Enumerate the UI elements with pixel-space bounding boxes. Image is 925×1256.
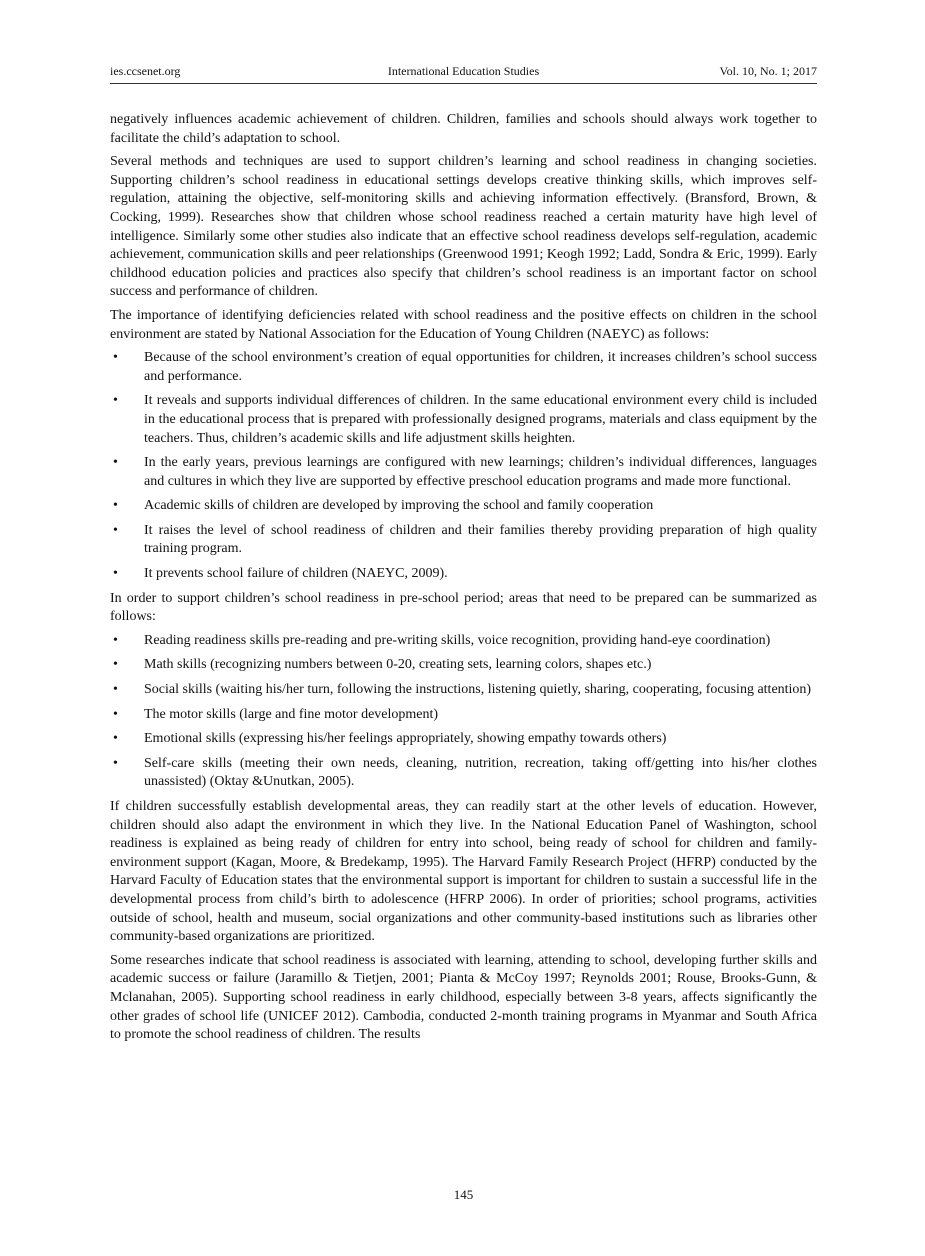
bullet-icon: • xyxy=(113,393,118,409)
list-item-text: Reading readiness skills pre-reading and pre-writing skills, voice recognition, providing hand-eye coordination) xyxy=(144,632,771,648)
bullet-icon: • xyxy=(113,350,118,366)
bullet-icon: • xyxy=(113,657,118,673)
bullet-icon: • xyxy=(113,731,118,747)
article-body xyxy=(110,111,817,1050)
bullet-icon: • xyxy=(113,498,118,514)
paragraph-2: Several methods and techniques are used to support children’s learning and school readiness in changing societies. Supporting children’s school readiness in educational settings develops creative thinking skills, which improves self-regulation, attaining the objective, self-monitoring skills and achieving information effectively. (Bransford, Brown, & Cocking, 1999). Researches show that children whose school readiness reached a certain maturity have high level of intelligence. Similarly some other studies also indicate that an effective school readiness develops self-regulation, academic achievement, communication skills and peer relationships (Greenwood 1991; Keogh 1992; Ladd, Sondra & Eric, 1999). Early childhood education policies and practices also specify that children’s school readiness is an important factor on school success and performance of children. xyxy=(110,154,817,300)
list-item xyxy=(110,730,817,749)
list-item xyxy=(110,656,817,675)
bullet-icon: • xyxy=(113,682,118,698)
bullet-icon: • xyxy=(113,455,118,471)
journal-url: ies.ccsenet.org xyxy=(110,64,181,78)
list-item xyxy=(110,349,817,386)
bullet-icon: • xyxy=(113,706,118,722)
bullet-icon: • xyxy=(113,566,118,582)
paragraph-3: The importance of identifying deficiencies related with school readiness and the positive effects on children in the school environment are stated by National Association for the Education of Young Children (NAEYC) as follows: xyxy=(110,307,817,342)
list-item-text: It prevents school failure of children (NAEYC, 2009). xyxy=(144,566,448,582)
list-item-text: Emotional skills (expressing his/her feelings appropriately, showing empathy towards others) xyxy=(144,731,667,747)
list-item-text: Because of the school environment’s creation of equal opportunities for children, it increases children’s school success and performance. xyxy=(144,350,817,384)
list-item-text: Academic skills of children are developed by improving the school and family cooperation xyxy=(144,498,654,514)
list-item xyxy=(110,497,817,516)
naeyc-list xyxy=(110,349,817,584)
bullet-icon: • xyxy=(113,755,118,771)
list-item-text: In the early years, previous learnings are configured with new learnings; children’s individual differences, languages and cultures in which they live are supported by effective preschool education programs and made more functional. xyxy=(144,455,817,489)
page-number: 145 xyxy=(453,1187,474,1202)
paragraph-4: In order to support children’s school readiness in pre-school period; areas that need to be prepared can be summarized as follows: xyxy=(110,590,817,625)
volume-info: Vol. 10, No. 1; 2017 xyxy=(719,64,817,78)
paragraph-6: Some researches indicate that school readiness is associated with learning, attending to school, developing further skills and academic success or failure (Jaramillo & Tietjen, 2001; Pianta & McCoy 1997; Reynolds 2001; Rouse, Brooks-Gunn, & Mclanahan, 2005). Supporting school readiness in early childhood, especially between 3-8 years, affects significantly the other grades of school life (UNICEF 2012). Cambodia, conducted 2-month training programs in Myanmar and South Africa to promote the school readiness of children. The results xyxy=(110,952,817,1043)
list-item xyxy=(110,706,817,725)
list-item-text: Math skills (recognizing numbers between 0-20, creating sets, learning colors, shapes etc.) xyxy=(144,657,652,673)
list-item xyxy=(110,392,817,448)
journal-title: International Education Studies xyxy=(387,64,540,78)
paragraph-1: negatively influences academic achievement of children. Children, families and schools should always work together to facilitate the child’s adaptation to school. xyxy=(110,112,817,146)
list-item xyxy=(110,522,817,559)
list-item-text: Self-care skills (meeting their own needs, cleaning, nutrition, recreation, taking off/getting into his/her clothes unassisted) (Oktay &Unutkan, 2005). xyxy=(144,755,817,790)
bullet-icon: • xyxy=(113,632,118,648)
running-header xyxy=(110,62,817,80)
list-item-text: Social skills (waiting his/her turn, following the instructions, listening quietly, sharing, cooperating, focusing attention) xyxy=(144,682,812,698)
bullet-icon: • xyxy=(113,522,118,538)
list-item xyxy=(110,755,817,792)
paragraph-5: If children successfully establish developmental areas, they can readily start at the other levels of education. However, children should also adapt the environment in which they live. In the National Education Panel of Washington, school readiness is explained as being ready of children for entry into school, being ready of school for children and family-environment support (Kagan, Moore, & Bredekamp, 1995). The Harvard Family Research Project (HFRP) conducted by the Harvard Faculty of Education states that the environmental support is important for children to sustain a successful life in the developmental process from child’s birth to adolescence (HFRP 2006). In order of priorities; school programs, activities outside of school, health and museum, social organizations and other community-based institutions such as libraries other community-based organizations are prioritized. xyxy=(110,799,817,945)
list-item xyxy=(110,565,817,584)
list-item-text: The motor skills (large and fine motor development) xyxy=(144,706,439,722)
list-item-text: It reveals and supports individual differences of children. In the same educational environment every child is included in the educational process that is prepared with professionally designed programs, materials and class equipment by the teachers. Thus, children’s academic skills and life adjustment skills heighten. xyxy=(144,393,817,446)
list-item xyxy=(110,454,817,491)
areas-list xyxy=(110,632,817,792)
header-rule xyxy=(110,83,817,84)
list-item xyxy=(110,632,817,651)
list-item xyxy=(110,681,817,700)
list-item-text: It raises the level of school readiness of children and their families thereby providing preparation of high quality training program. xyxy=(144,522,817,557)
